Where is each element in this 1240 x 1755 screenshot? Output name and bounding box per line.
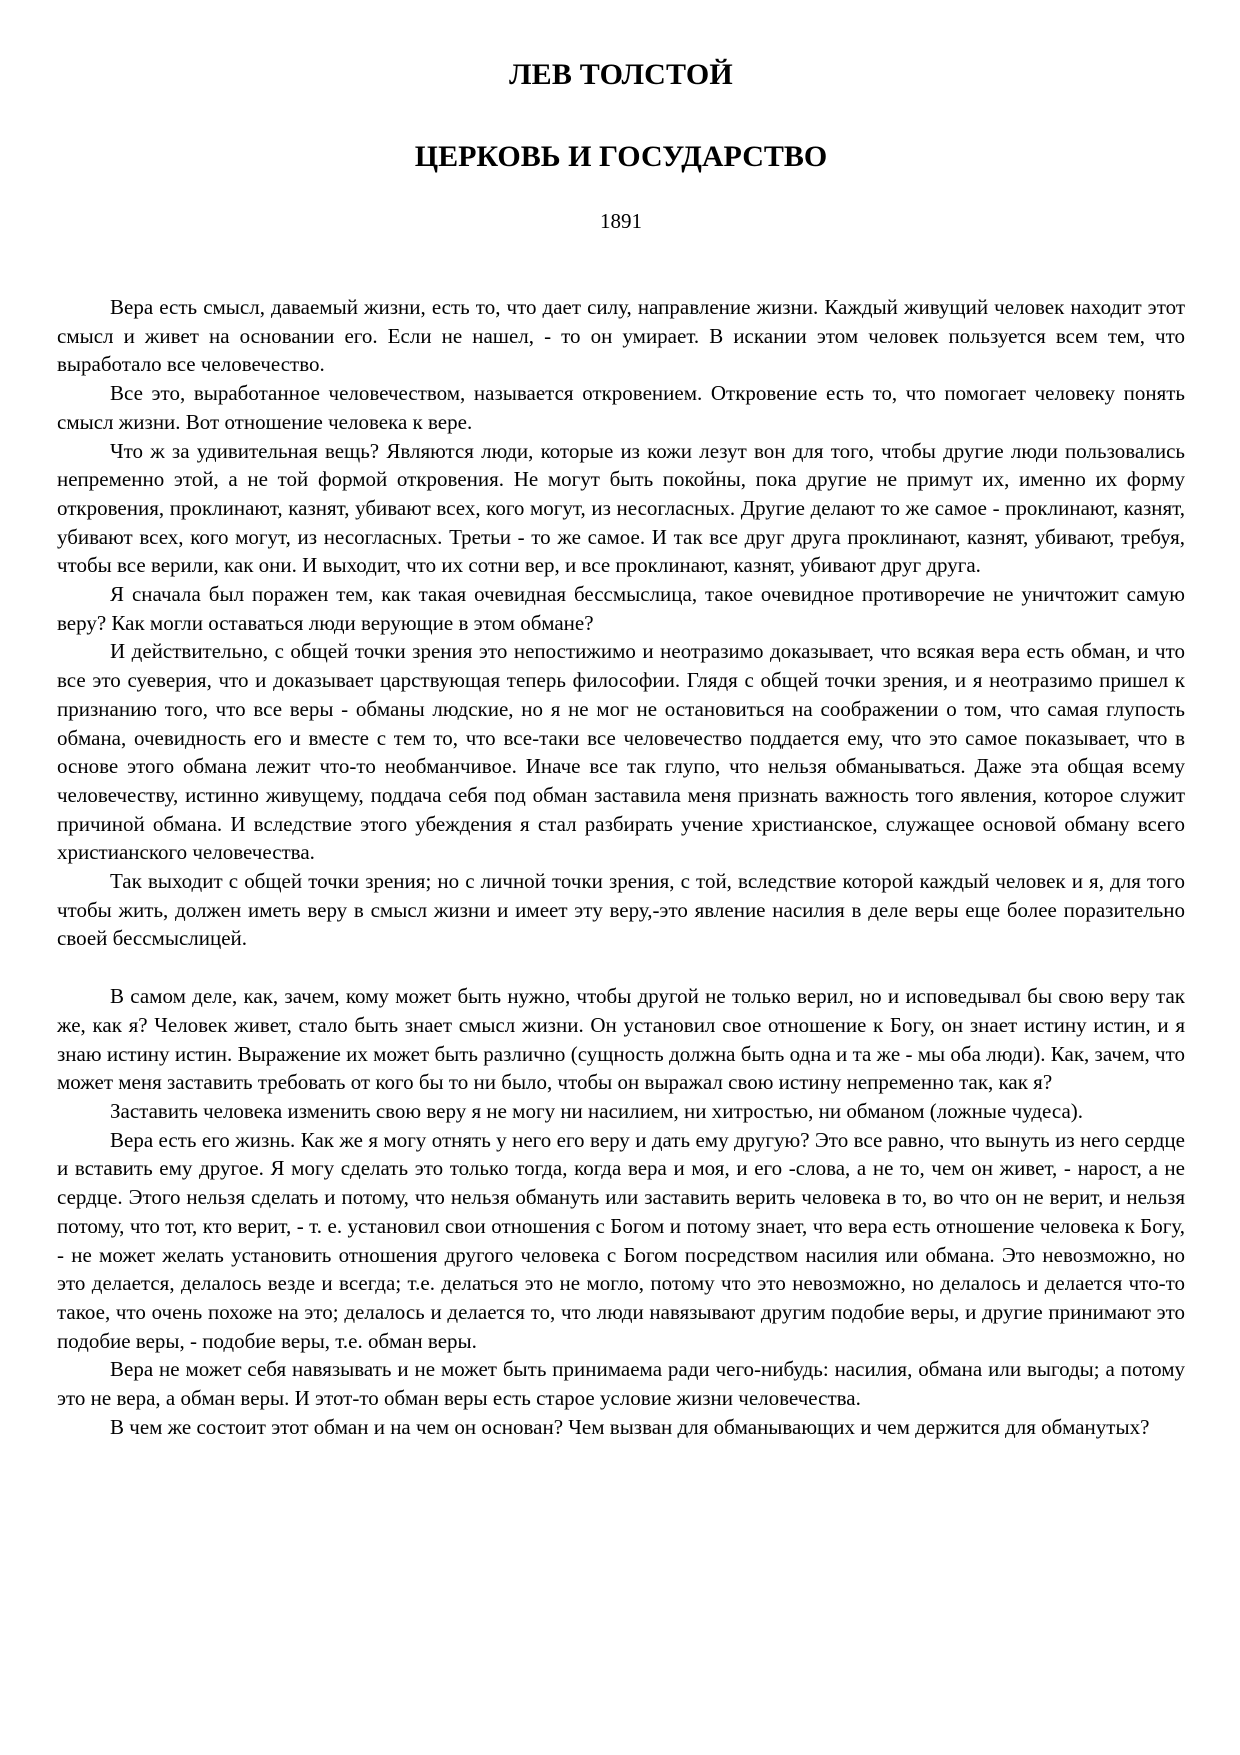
publication-year: 1891 [600, 209, 642, 233]
paragraph: Что ж за удивительная вещь? Являются люди, которые из кожи лезут вон для того, чтобы другие люди пользовались непременно этой, а не той формой откровения. Не могут быть покойны, пока другие не примут их, именно их форму откровения, проклинают, казнят, убивают всех, кого могут, из несогласных. Другие делают то же самое - проклинают, казнят, убивают всех, кого могут, из несогласных. Третьи - то же самое. И так все друг друга проклинают, казнят, убивают, требуя, чтобы все верили, как они. И выходит, что их сотни вер, и все проклинают, казнят, убивают друг друга. [57, 438, 1185, 578]
document-body [57, 293, 1185, 1441]
document-title: ЦЕРКОВЬ И ГОСУДАРСТВО [414, 140, 828, 173]
paragraph: Я сначала был поражен тем, как такая очевидная бессмыслица, такое очевидное противоречие не уничтожит самую веру? Как могли оставаться люди верующие в этом обмане? [57, 582, 1185, 635]
paragraph: Все это, выработанное человечеством, называется откровением. Откровение есть то, что помогает человеку понять смысл жизни. Вот отношение человека к вере. [57, 381, 1185, 434]
paragraph: Вера есть его жизнь. Как же я могу отнять у него его веру и дать ему другую? Это все равно, что вынуть из него сердце и вставить ему другое. Я могу сделать это только тогда, когда вера и моя, и его -слова, а не то, чем он живет, - нарост, а не сердце. Этого нельзя сделать и потому, что нельзя обмануть или заставить верить человека в то, во что он не верит, и нельзя потому, что тот, кто верит, - т. е. установил свои отношения с Богом и потому знает, что вера есть отношение человека к Богу, - не может желать установить отношения другого человека с Богом посредством насилия или обмана. Это невозможно, но это делается, делалось везде и всегда; т.е. делаться это не могло, потому что это невозможно, но делалось и делается что-то такое, что очень похоже на это; делалось и делается то, что люди навязывают другим подобие веры, и другие принимают это подобие веры, - подобие веры, т.е. обман веры. [57, 1127, 1185, 1353]
paragraph: Вера не может себя навязывать и не может быть принимаема ради чего-нибудь: насилия, обмана или выгоды; а потому это не вера, а обман веры. И этот-то обман веры есть старое условие жизни человечества. [57, 1357, 1185, 1411]
paragraph: В чем же состоит этот обман и на чем он основан? Чем вызван для обманывающих и чем держится для обманутых? [110, 1414, 1150, 1439]
document-page [57, 0, 1185, 1441]
paragraph: В самом деле, как, зачем, кому может быть нужно, чтобы другой не только верил, но и исповедывал бы свою веру так же, как я? Человек живет, стало быть знает смысл жизни. Он установил свое отношение к Богу, он знает истину истин, и я знаю истину истин. Выражение их может быть различно (сущность должна быть одна и та же - мы оба люди). Как, зачем, что может меня заставить требовать от кого бы то ни было, чтобы он выражал свою истину непременно так, как я? [57, 984, 1185, 1095]
paragraph: Так выходит с общей точки зрения; но с личной точки зрения, с той, вследствие которой каждый человек и я, для того чтобы жить, должен иметь веру в смысл жизни и имеет эту веру,-это явление насилия в деле веры еще более поразительно своей бессмыслицей. [57, 869, 1185, 951]
paragraph: Вера есть смысл, даваемый жизни, есть то, что дает силу, направление жизни. Каждый живущий человек находит этот смысл и живет на основании его. Если не нашел, - то он умирает. В искании этом человек пользуется всем тем, что выработало все человечество. [57, 295, 1185, 377]
author-name: ЛЕВ ТОЛСТОЙ [509, 58, 733, 91]
paragraph: И действительно, с общей точки зрения это непостижимо и неотразимо доказывает, что всякая вера есть обман, и что все это суеверия, что и доказывает царствующая теперь философии. Глядя с общей точки зрения, и я неотразимо пришел к признанию того, что все веры - обманы людские, но я не мог не остановиться на соображении о том, что самая глупость обмана, очевидность его и вместе с тем то, что все-таки все человечество поддается ему, что это самое показывает, что в основе этого обмана лежит что-то необманчивое. Иначе все так глупо, что нельзя обманываться. Даже эта общая всему человечеству, истинно живущему, поддача себя под обман заставила меня признать важность того явления, которое служит причиной обмана. И вследствие этого убеждения я стал разбирать учение христианское, служащее основой обману всего христианского человечества. [57, 639, 1185, 865]
paragraph: Заставить человека изменить свою веру я не могу ни насилием, ни хитростью, ни обманом (ложные чудеса). [110, 1098, 1084, 1123]
